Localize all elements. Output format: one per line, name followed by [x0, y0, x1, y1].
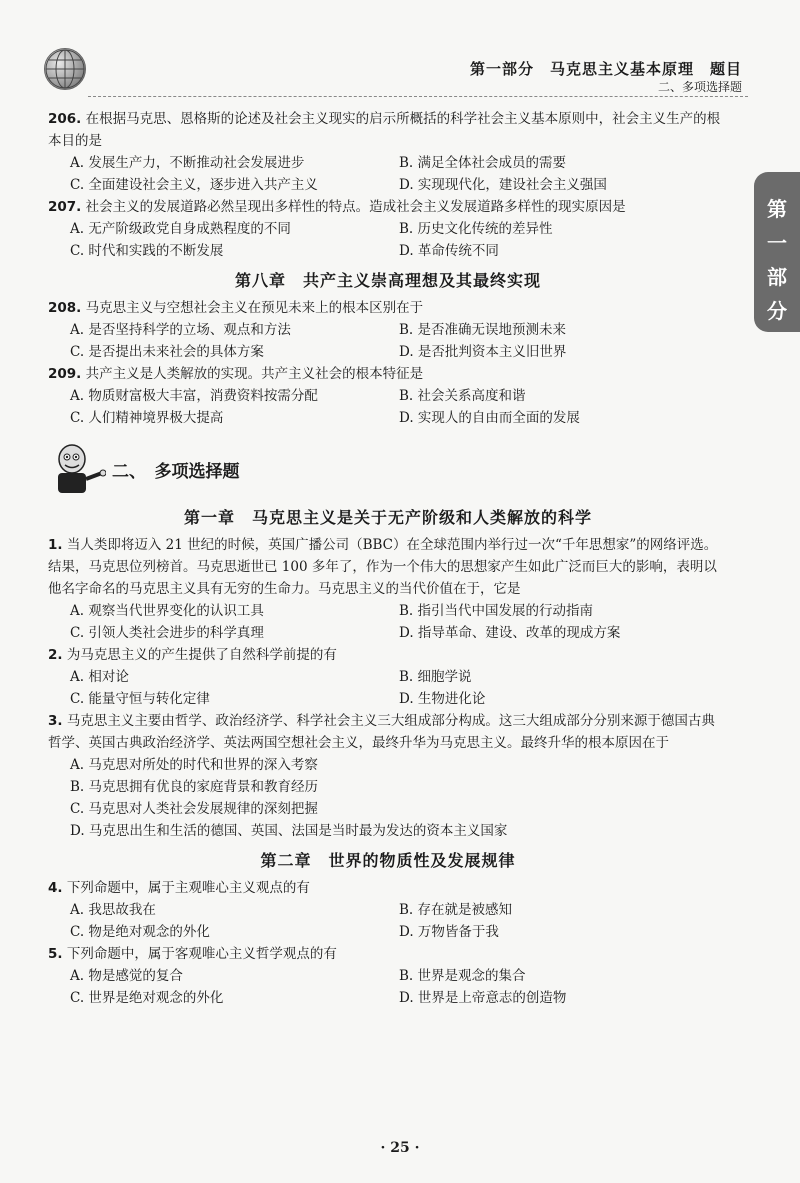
question-number: 207. [48, 199, 82, 215]
option-b: B. 指引当代中国发展的行动指南 [399, 603, 594, 619]
question-209 [48, 363, 728, 385]
options-207 [48, 218, 728, 262]
section-heading [48, 443, 728, 495]
question-number: 4. [48, 880, 63, 896]
option-a: A. 是否坚持科学的立场、观点和方法 [70, 322, 291, 338]
option-c: C. 全面建设社会主义，逐步进入共产主义 [70, 177, 318, 193]
question-text: 在根据马克思、恩格斯的论述及社会主义现实的启示所概括的科学社会主义基本原则中，社会主义生产的根本目的是 [48, 111, 721, 149]
option-a: A. 相对论 [70, 669, 129, 685]
option-a: A. 我思故我在 [70, 902, 156, 918]
option-b: B. 社会关系高度和谐 [399, 388, 526, 404]
option-a: A. 马克思对所处的时代和世界的深入考察 [70, 757, 318, 773]
option-d: D. 实现人的自由而全面的发展 [399, 410, 580, 426]
option-c: C. 引领人类社会进步的科学真理 [70, 625, 264, 641]
side-section-tab [754, 172, 800, 332]
option-c: C. 时代和实践的不断发展 [70, 243, 224, 259]
chapter-heading-1: 第一章 马克思主义是关于无产阶级和人类解放的科学 [183, 508, 592, 527]
option-c: C. 物是绝对观念的外化 [70, 924, 210, 940]
options-4 [48, 899, 728, 943]
question-number: 206. [48, 111, 82, 127]
option-d: D. 实现现代化，建设社会主义强国 [399, 177, 607, 193]
question-number: 1. [48, 537, 63, 553]
option-a: A. 观察当代世界变化的认识工具 [70, 603, 264, 619]
globe-icon [44, 48, 86, 90]
option-c: C. 能量守恒与转化定律 [70, 691, 210, 707]
question-2 [48, 644, 728, 666]
options-209 [48, 385, 728, 429]
option-d: D. 马克思出生和生活的德国、英国、法国是当时最为发达的资本主义国家 [70, 823, 508, 839]
option-d: D. 革命传统不同 [399, 243, 499, 259]
option-c: C. 是否提出未来社会的具体方案 [70, 344, 264, 360]
option-b: B. 细胞学说 [399, 669, 472, 685]
options-5 [48, 965, 728, 1009]
page-content [48, 108, 728, 1009]
question-1 [48, 534, 728, 600]
question-text: 社会主义的发展道路必然呈现出多样性的特点。造成社会主义发展道路多样性的现实原因是 [85, 199, 626, 215]
chapter-heading-2: 第二章 世界的物质性及发展规律 [260, 851, 516, 870]
mascot-icon [48, 443, 106, 495]
section-title: 二、 多项选择题 [112, 461, 240, 482]
option-b: B. 历史文化传统的差异性 [399, 221, 553, 237]
options-2 [48, 666, 728, 710]
option-d: D. 生物进化论 [399, 691, 486, 707]
question-5 [48, 943, 728, 965]
header-title: 第一部分 马克思主义基本原理 题目 [469, 60, 742, 78]
options-1 [48, 600, 728, 644]
page-number: · 25 · [380, 1140, 420, 1156]
option-a: A. 无产阶级政党自身成熟程度的不同 [70, 221, 291, 237]
option-a: A. 物质财富极大丰富，消费资料按需分配 [70, 388, 318, 404]
question-number: 3. [48, 713, 63, 729]
question-text: 为马克思主义的产生提供了自然科学前提的有 [66, 647, 337, 663]
options-208 [48, 319, 728, 363]
option-d: D. 世界是上帝意志的创造物 [399, 990, 567, 1006]
option-b: B. 是否准确无误地预测未来 [399, 322, 567, 338]
question-text: 马克思主义主要由哲学、政治经济学、科学社会主义三大组成部分构成。这三大组成部分分别来源于德国古典哲学、英国古典政治经济学、英法两国空想社会主义，最终升华为马克思主义。最终升华的根本原因在于 [48, 713, 715, 751]
option-b: B. 马克思拥有优良的家庭背景和教育经历 [70, 779, 319, 795]
header-divider [88, 96, 748, 97]
question-4 [48, 877, 728, 899]
option-d: D. 万物皆备于我 [399, 924, 499, 940]
question-text: 当人类即将迈入 21 世纪的时候，英国广播公司（BBC）在全球范围内举行过一次“千年思想家”的网络评选。结果，马克思位列榜首。马克思逝世已 100 多年了，作为一个伟大的思想家产生如此广泛而巨大的影响，表明以他名字命名的马克思主义具有无穷的生命力。马克思主义的当代价值在于，它是 [48, 537, 718, 597]
header-subtitle: 二、多项选择题 [657, 80, 742, 94]
option-c: C. 人们精神境界极大提高 [70, 410, 224, 426]
option-a: A. 发展生产力，不断推动社会发展进步 [70, 155, 305, 171]
question-text: 共产主义是人类解放的实现。共产主义社会的根本特征是 [85, 366, 424, 382]
question-206 [48, 108, 728, 152]
page-header [0, 0, 800, 100]
option-d: D. 是否批判资本主义旧世界 [399, 344, 567, 360]
question-text: 下列命题中，属于主观唯心主义观点的有 [66, 880, 310, 896]
question-208 [48, 297, 728, 319]
option-d: D. 指导革命、建设、改革的现成方案 [399, 625, 621, 641]
question-number: 2. [48, 647, 63, 663]
question-text: 马克思主义与空想社会主义在预见未来上的根本区别在于 [85, 300, 424, 316]
question-text: 下列命题中，属于客观唯心主义哲学观点的有 [66, 946, 337, 962]
question-3 [48, 710, 728, 754]
question-number: 209. [48, 366, 82, 382]
question-number: 5. [48, 946, 63, 962]
option-b: B. 世界是观念的集合 [399, 968, 526, 984]
option-b: B. 满足全体社会成员的需要 [399, 155, 567, 171]
question-number: 208. [48, 300, 82, 316]
option-a: A. 物是感觉的复合 [70, 968, 183, 984]
options-3 [48, 754, 728, 842]
options-206 [48, 152, 728, 196]
chapter-heading-8: 第八章 共产主义崇高理想及其最终实现 [234, 271, 541, 290]
option-c: C. 马克思对人类社会发展规律的深刻把握 [70, 801, 318, 817]
option-c: C. 世界是绝对观念的外化 [70, 990, 224, 1006]
question-207 [48, 196, 728, 218]
option-b: B. 存在就是被感知 [399, 902, 513, 918]
side-tab-label: 第一部分 [767, 197, 787, 323]
